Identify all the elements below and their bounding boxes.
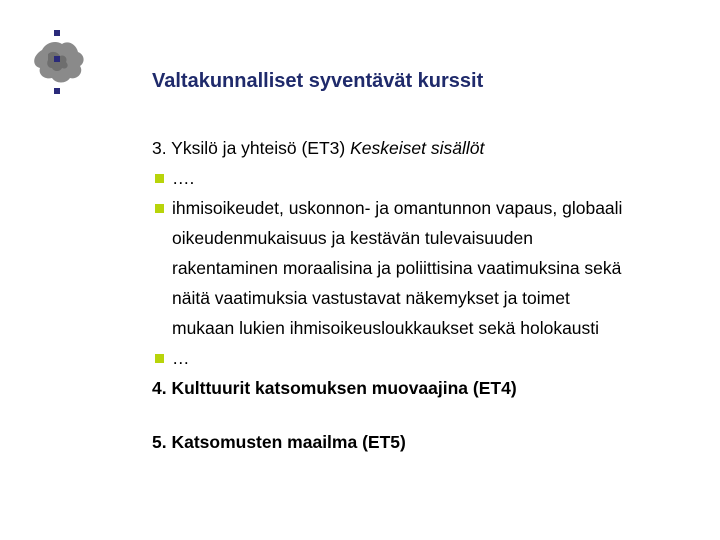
bullet-item-2-line-3: rakentaminen moraalisina ja poliittisina vaatimuksina sekä xyxy=(172,258,622,278)
bullet-item-2-line-2: oikeudenmukaisuus ja kestävän tulevaisuuden xyxy=(172,228,533,248)
slide-content xyxy=(152,133,712,457)
slide-title: Valtakunnalliset syventävät kurssit xyxy=(152,70,484,92)
bullet-item-2-line-1: ihmisoikeudet, uskonnon- ja omantunnon vapaus, globaali xyxy=(172,198,623,218)
bullet-item-1-text: …. xyxy=(172,168,195,188)
bullet-square-icon xyxy=(155,354,164,363)
bullet-item-2 xyxy=(152,193,712,223)
bullet-item-2-line-4: näitä vaatimuksia vastustavat näkemykset ja toimet xyxy=(172,288,570,308)
heading-et3 xyxy=(152,133,712,163)
university-logo-icon xyxy=(22,28,92,98)
heading-et3-prefix: 3. Yksilö ja yhteisö (ET3) xyxy=(152,138,351,158)
spacer xyxy=(152,403,712,427)
bullet-item-3-text: … xyxy=(172,348,190,368)
bullet-item-2-line-5: mukaan lukien ihmisoikeusloukkaukset sekä holokausti xyxy=(172,318,600,338)
bullet-square-icon xyxy=(155,204,164,213)
heading-et5: 5. Katsomusten maailma (ET5) xyxy=(152,432,406,452)
bullet-item-3 xyxy=(152,343,712,373)
bullet-item-1 xyxy=(152,163,712,193)
bullet-square-icon xyxy=(155,174,164,183)
heading-et4: 4. Kulttuurit katsomuksen muovaajina (ET4) xyxy=(152,378,517,398)
heading-et3-emphasis: Keskeiset sisällöt xyxy=(350,138,485,158)
